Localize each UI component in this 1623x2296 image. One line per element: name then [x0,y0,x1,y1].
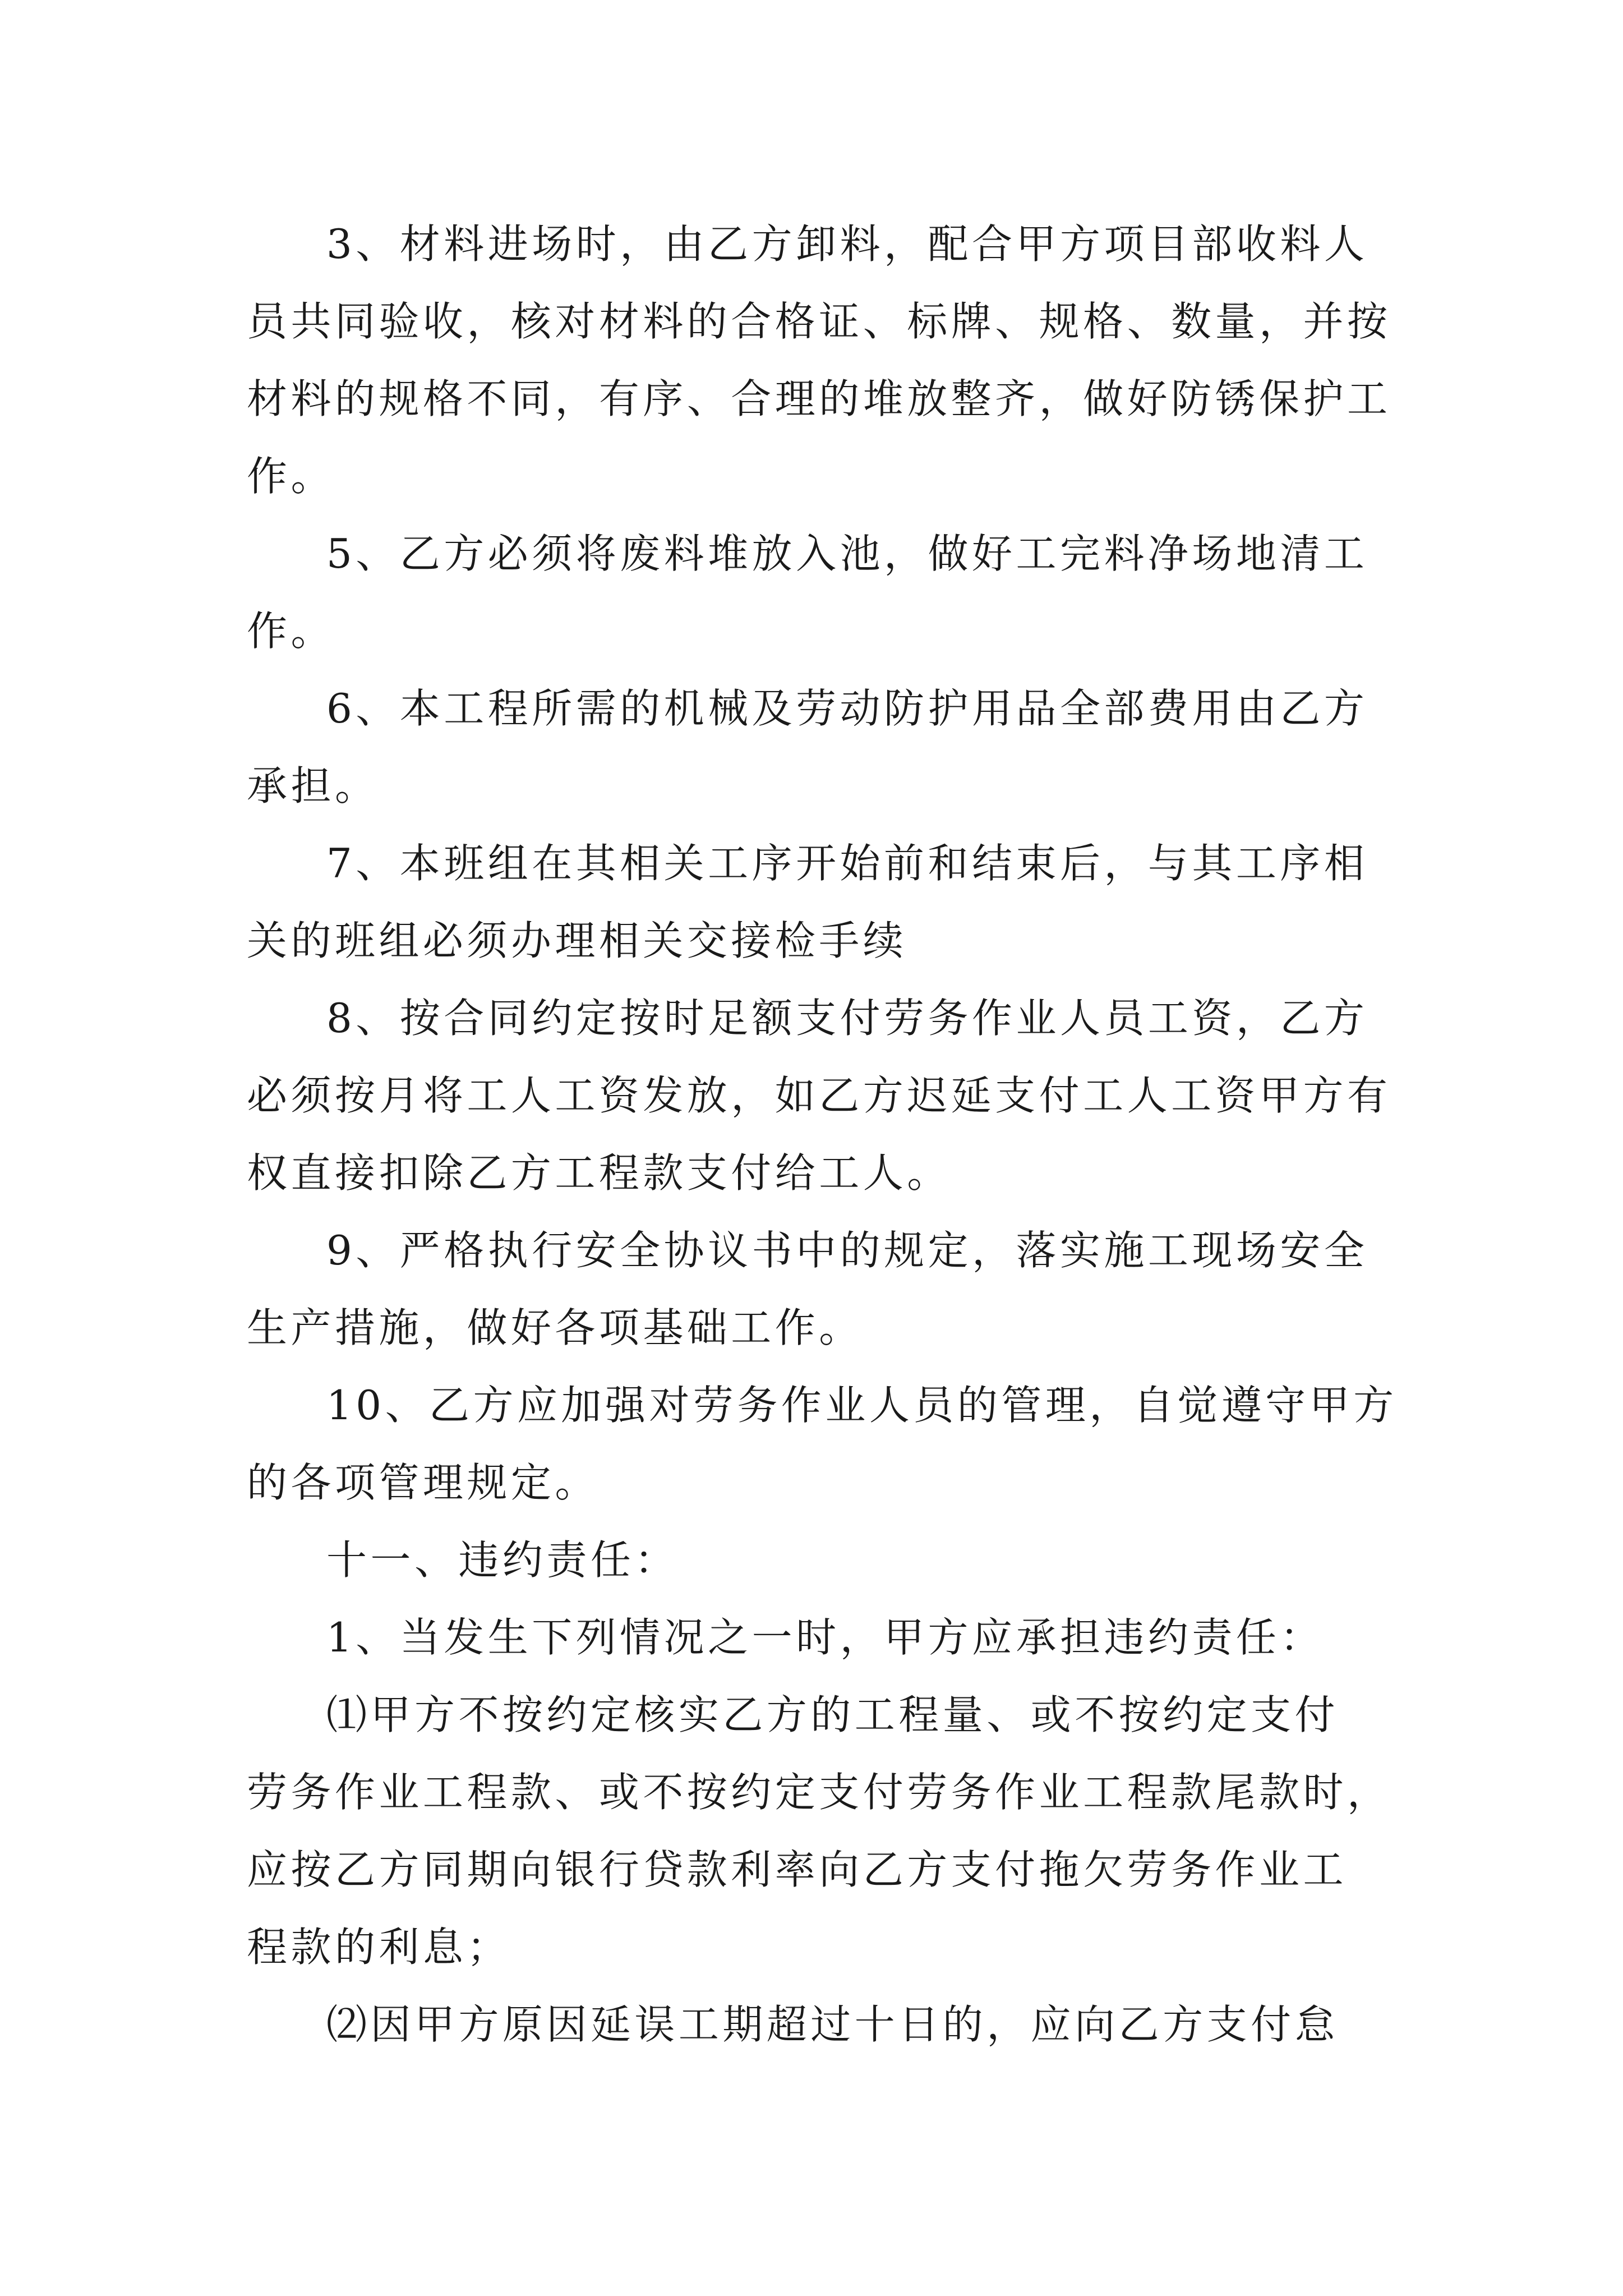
text-line: 的各项管理规定。 [247,1459,599,1506]
text-line: ⑵因甲方原因延误工期超过十日的，应向乙方支付怠 [326,2001,1339,2048]
text-line: 8、按合同约定按时足额支付劳务作业人员工资，乙方 [326,995,1368,1042]
text-line: 员共同验收，核对材料的合格证、标牌、规格、数量，并按 [247,298,1391,345]
text-line: 关的班组必须办理相关交接检手续 [247,917,907,964]
text-line: 生产措施，做好各项基础工作。 [247,1304,863,1351]
text-line: 必须按月将工人工资发放，如乙方迟延支付工人工资甲方有 [247,1072,1391,1119]
text-line: 9、严格执行安全协议书中的规定，落实施工现场安全 [326,1227,1368,1274]
text-line: 作。 [247,608,335,655]
text-line: 承担。 [247,762,379,809]
text-line: 劳务作业工程款、或不按约定支付劳务作业工程款尾款时， [247,1769,1391,1816]
text-line: 7、本班组在其相关工序开始前和结束后，与其工序相 [326,840,1368,887]
text-line: 作。 [247,453,335,500]
section-heading: 十一、违约责任： [326,1536,679,1584]
text-line: 10、乙方应加强对劳务作业人员的管理，自觉遵守甲方 [326,1382,1398,1429]
text-line: 材料的规格不同，有序、合理的堆放整齐，做好防锈保护工 [247,375,1391,422]
text-line: 1、当发生下列情况之一时，甲方应承担违约责任： [326,1614,1324,1661]
text-line: 6、本工程所需的机械及劳动防护用品全部费用由乙方 [326,685,1368,732]
text-line: 5、乙方必须将废料堆放入池，做好工完料净场地清工 [326,530,1368,577]
text-line: 程款的利息； [247,1924,511,1971]
text-line: 应按乙方同期向银行贷款利率向乙方支付拖欠劳务作业工 [247,1846,1348,1893]
text-line: ⑴甲方不按约定核实乙方的工程量、或不按约定支付 [326,1691,1339,1738]
text-line: 权直接扣除乙方工程款支付给工人。 [247,1149,951,1197]
text-line: 3、材料进场时，由乙方卸料，配合甲方项目部收料人 [326,220,1368,268]
